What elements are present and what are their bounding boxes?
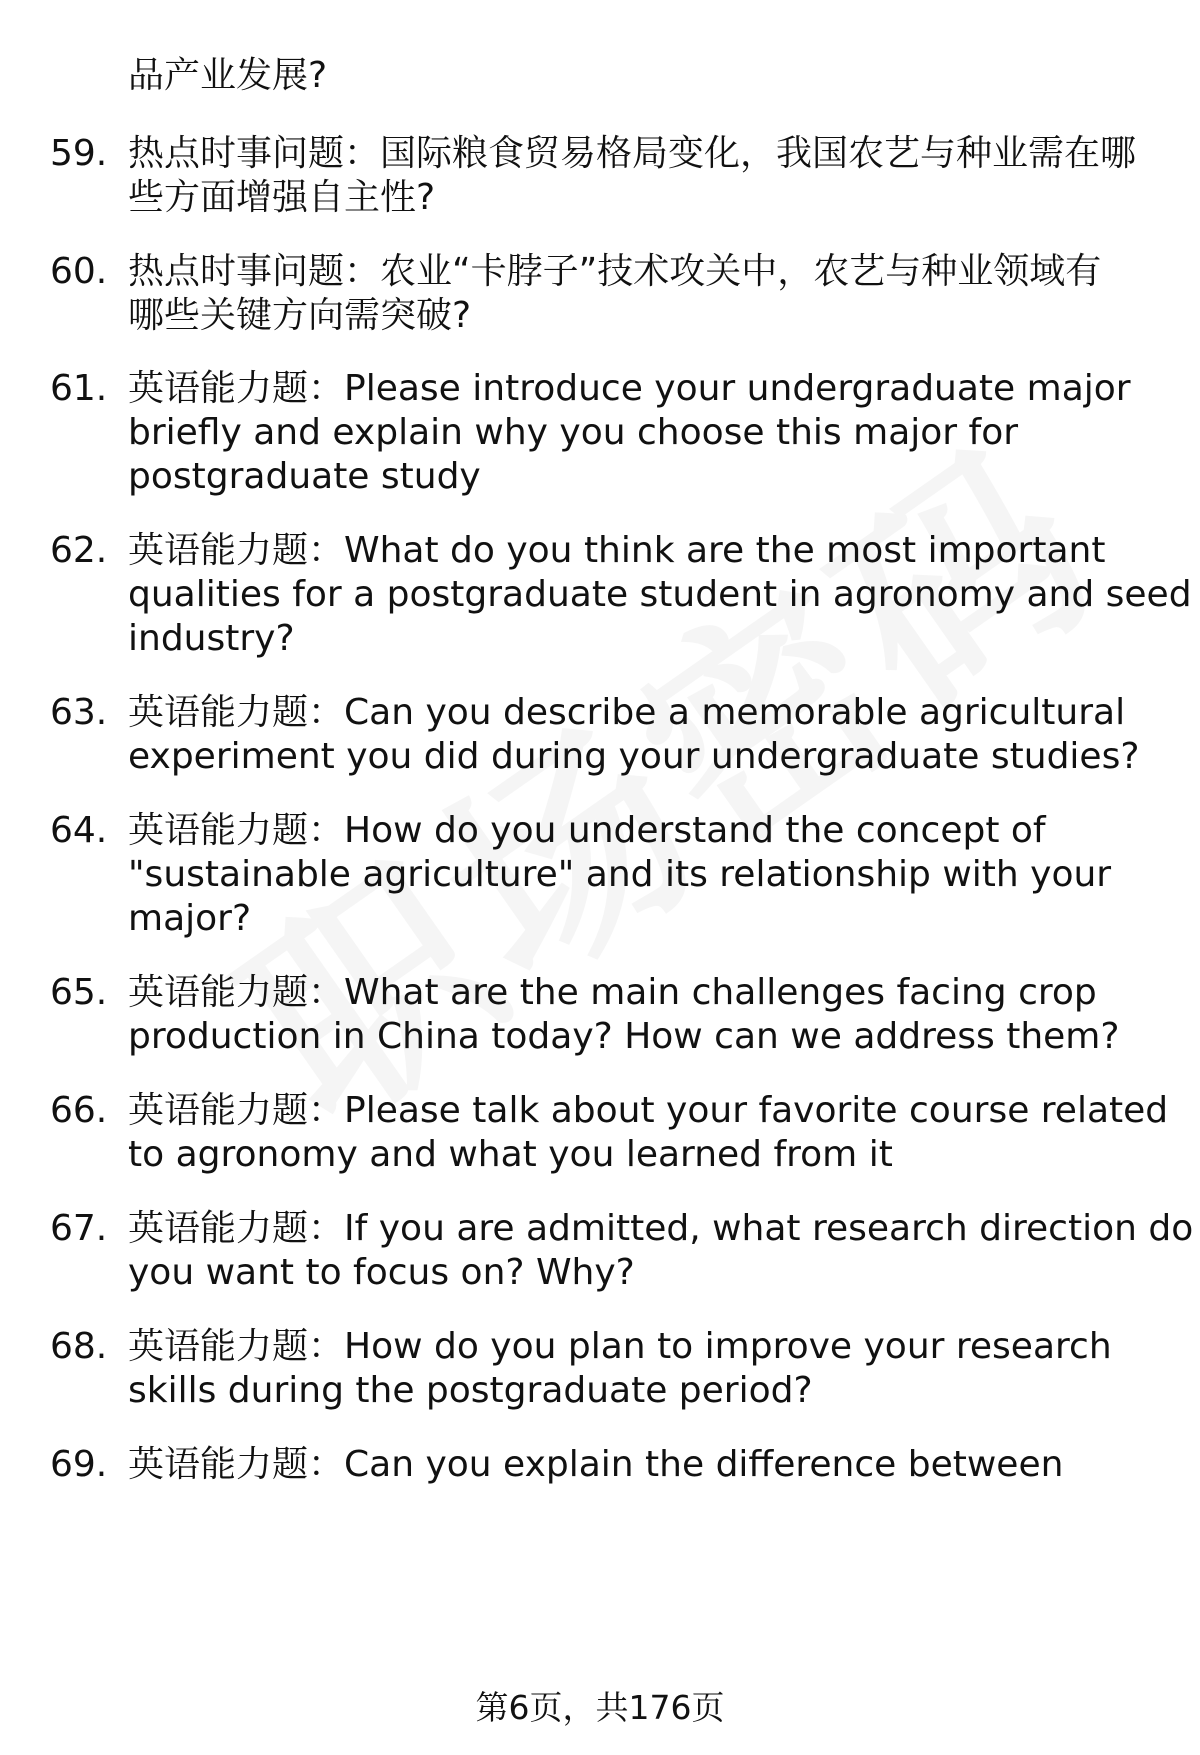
continued-line: 品产业发展? (128, 55, 328, 96)
question-number: 65. (50, 972, 108, 1013)
question-number: 61. (50, 368, 108, 409)
question-line: 英语能力题：Please introduce your undergraduate major (128, 368, 1131, 409)
question-line: 英语能力题：How do you plan to improve your research (128, 1326, 1112, 1367)
question-line: 英语能力题：What do you think are the most important (128, 530, 1106, 571)
question-line: 英语能力题：If you are admitted, what research direction do (128, 1208, 1194, 1249)
question-number: 68. (50, 1326, 108, 1367)
question-number: 62. (50, 530, 108, 571)
question-number: 66. (50, 1090, 108, 1131)
question-line: to agronomy and what you learned from it (128, 1134, 893, 1175)
question-line: qualities for a postgraduate student in agronomy and seed (128, 574, 1192, 615)
question-line: 哪些关键方向需突破? (128, 295, 472, 336)
question-line: skills during the postgraduate period? (128, 1370, 813, 1411)
question-line: major? (128, 898, 252, 939)
question-line: production in China today? How can we address them? (128, 1016, 1120, 1057)
question-line: 些方面增强自主性? (128, 177, 436, 218)
question-line: 英语能力题：Can you describe a memorable agricultural (128, 692, 1126, 733)
question-line: 热点时事问题：农业“卡脖子”技术攻关中，农艺与种业领域有 (128, 251, 1102, 292)
question-number: 59. (50, 133, 108, 174)
page-footer: 第6页，共176页 (475, 1688, 725, 1727)
question-line: briefly and explain why you choose this major for (128, 412, 1019, 453)
question-line: 英语能力题：Can you explain the difference between (128, 1444, 1064, 1485)
question-line: 英语能力题：What are the main challenges facing crop (128, 972, 1097, 1013)
question-line: you want to focus on? Why? (128, 1252, 635, 1293)
question-line: experiment you did during your undergraduate studies? (128, 736, 1140, 777)
question-number: 67. (50, 1208, 108, 1249)
question-line: 英语能力题：Please talk about your favorite course related (128, 1090, 1169, 1131)
question-line: postgraduate study (128, 456, 481, 497)
question-number: 63. (50, 692, 108, 733)
question-line: industry? (128, 618, 295, 659)
question-number: 64. (50, 810, 108, 851)
question-line: 英语能力题：How do you understand the concept of (128, 810, 1046, 851)
question-number: 69. (50, 1444, 108, 1485)
question-number: 60. (50, 251, 108, 292)
question-line: "sustainable agriculture" and its relationship with your (128, 854, 1112, 895)
question-line: 热点时事问题：国际粮食贸易格局变化，我国农艺与种业需在哪 (128, 133, 1137, 174)
